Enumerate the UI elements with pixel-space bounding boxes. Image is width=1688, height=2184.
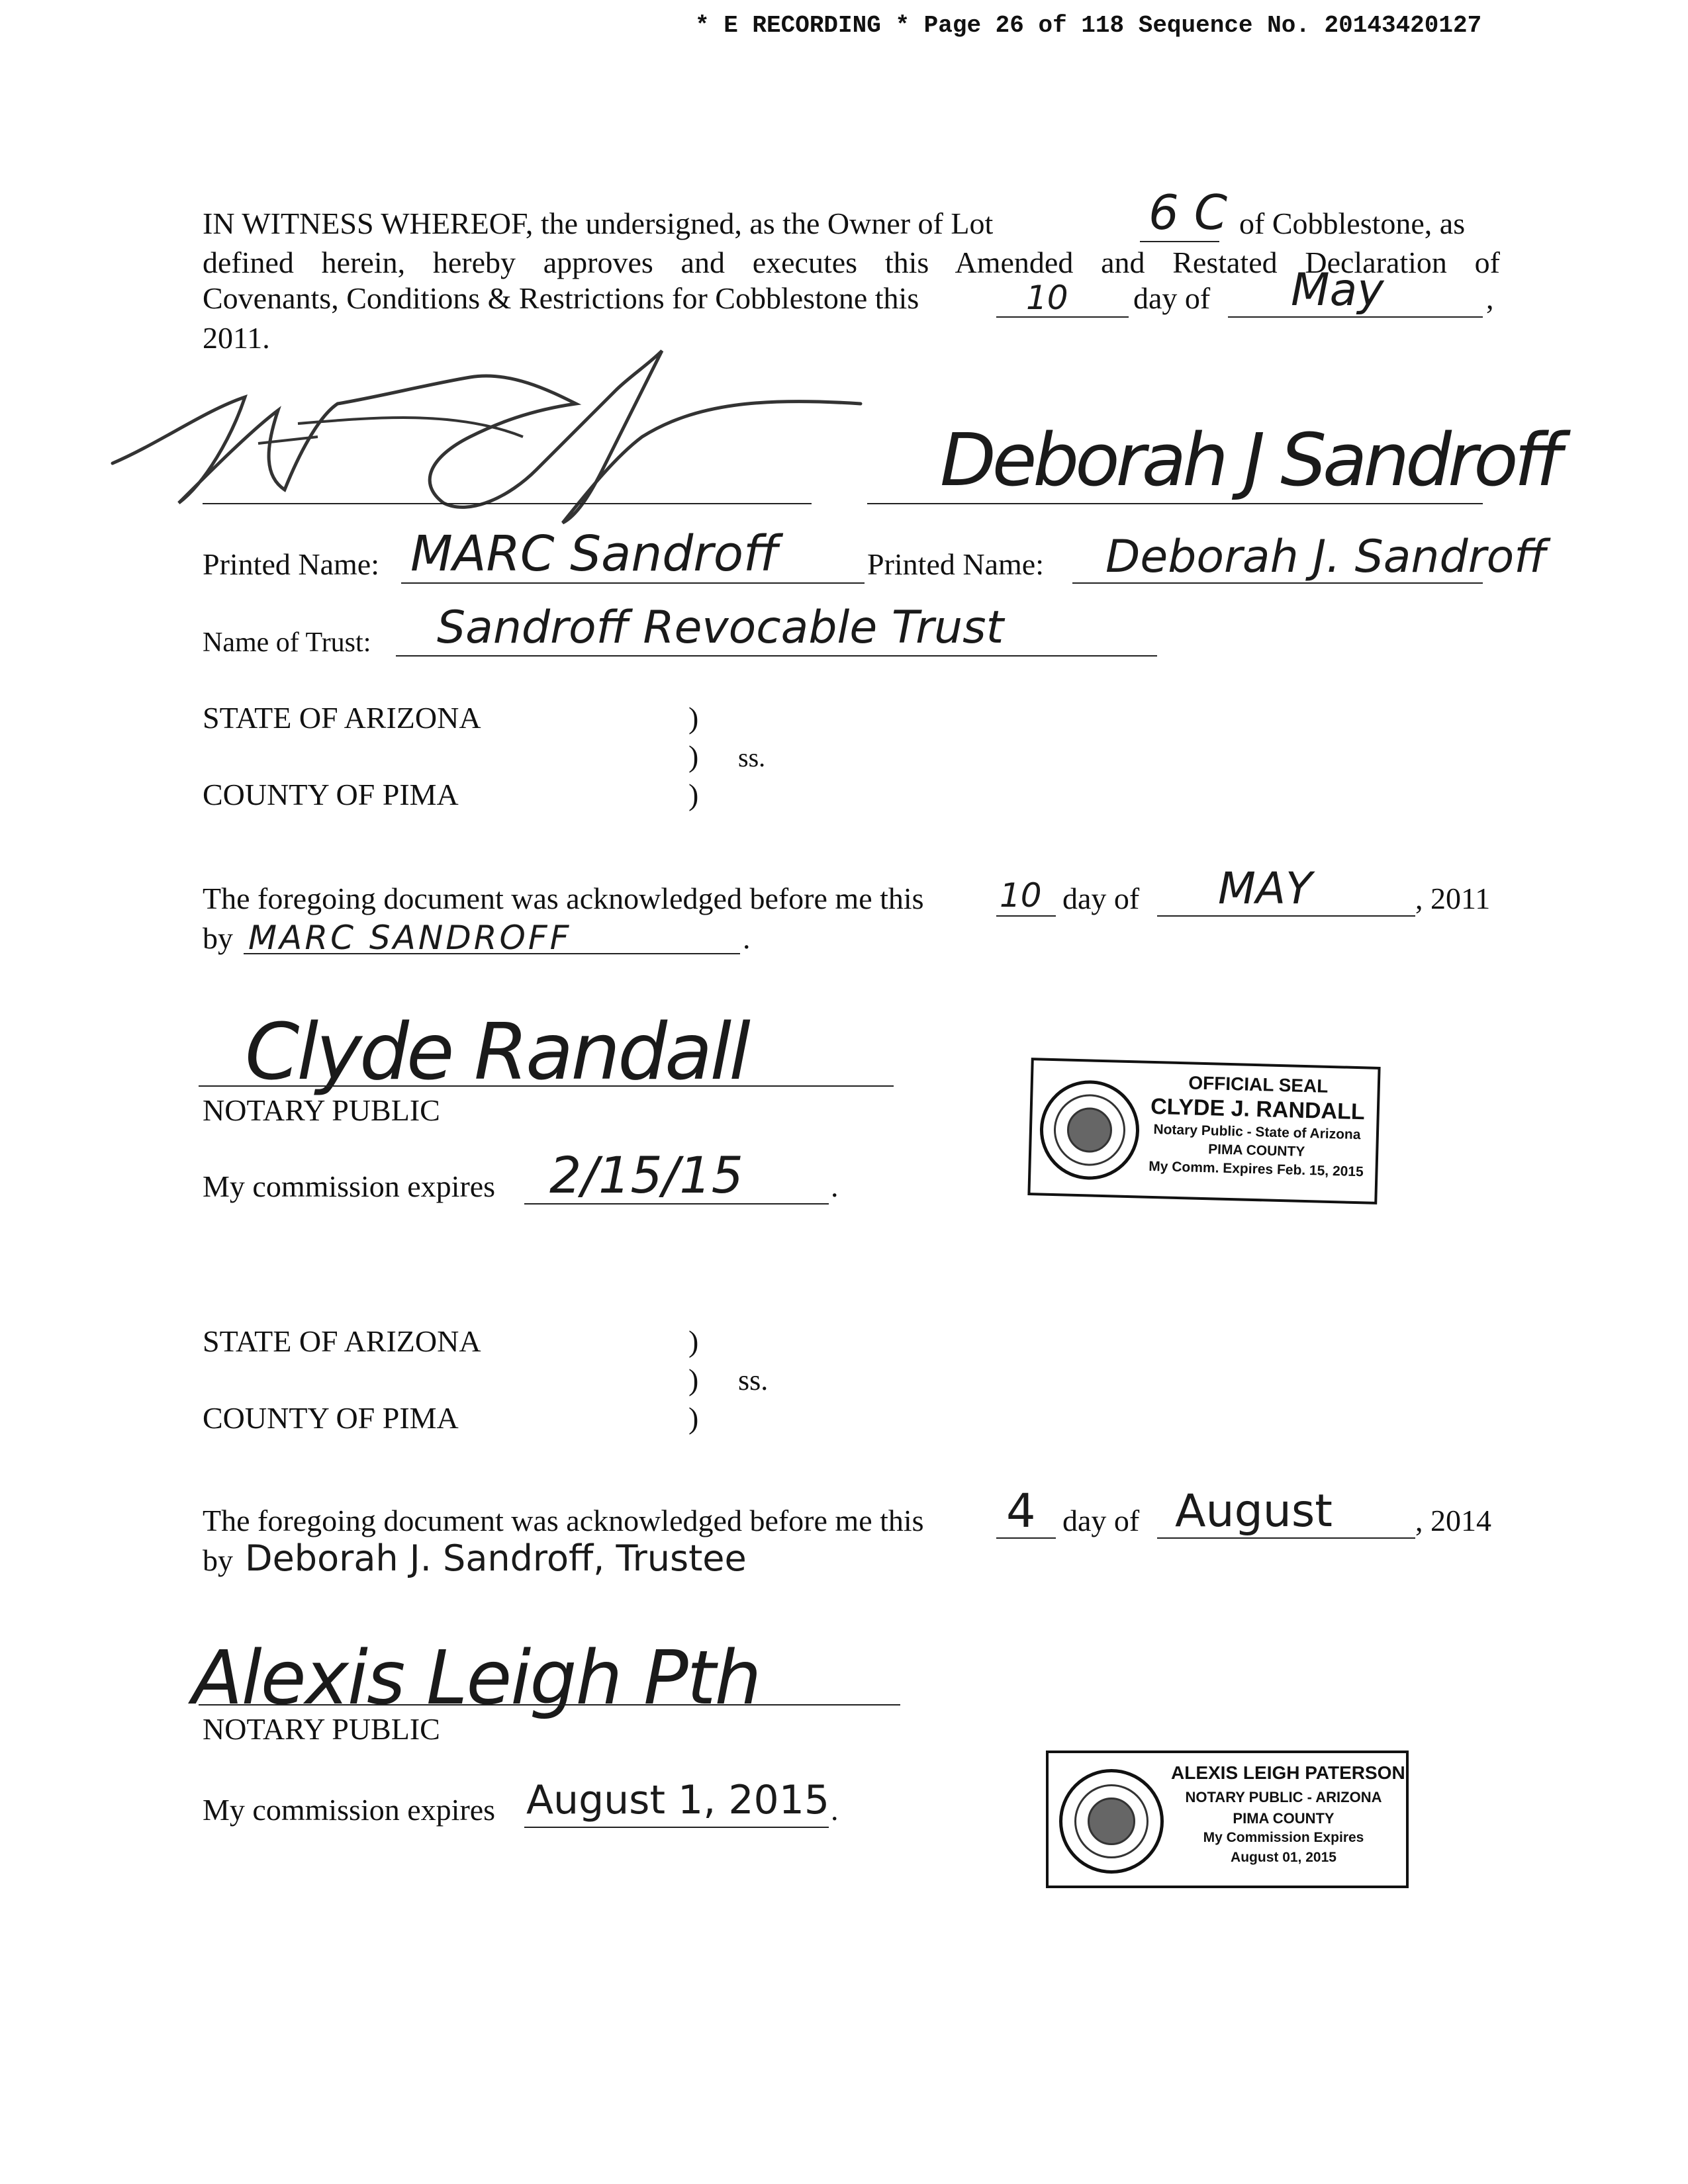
witness-line-2: defined herein, hereby approves and executes this Amended and Restated Declaration of <box>203 246 1500 279</box>
notary-seal-2 <box>1046 1751 1409 1888</box>
ack1-day-underline <box>996 915 1056 917</box>
ack2-paren-2: ) <box>688 1363 699 1396</box>
seal2-line5: August 01, 2015 <box>1231 1850 1336 1865</box>
trust-underline <box>396 655 1157 657</box>
seal2-line1: ALEXIS LEIGH PATERSON <box>1171 1762 1405 1783</box>
ack1-by: by <box>203 921 233 955</box>
ack1-year: , 2011 <box>1415 882 1491 915</box>
seal-emblem-2 <box>1059 1769 1164 1874</box>
signature-line-2 <box>867 503 1483 504</box>
seal2-line3: PIMA COUNTY <box>1233 1810 1335 1827</box>
ack1-notary-signature: Clyde Randall <box>245 1006 748 1097</box>
printed-name-2: Deborah J. Sandroff <box>1105 531 1547 583</box>
seal1-line1: OFFICIAL SEAL <box>1188 1072 1329 1097</box>
ack2-by: by <box>203 1543 233 1577</box>
ack2-ss: ss. <box>738 1364 769 1396</box>
ack1-period: . <box>743 921 751 955</box>
ack1-day: 10 <box>1000 876 1042 915</box>
witness-line-1-text: IN WITNESS WHEREOF, the undersigned, as the Owner of Lot <box>203 206 994 240</box>
ack2-notary-label: NOTARY PUBLIC <box>203 1712 440 1746</box>
trust-name: Sandroff Revocable Trust <box>437 602 1004 654</box>
owner-signature-1 <box>99 338 894 536</box>
ack1-paren-3: ) <box>688 778 699 811</box>
ack2-day: 4 <box>1006 1484 1036 1538</box>
ack1-notary-label: NOTARY PUBLIC <box>203 1093 440 1127</box>
seal1-line4: PIMA COUNTY <box>1207 1142 1305 1160</box>
ack1-state: STATE OF ARIZONA <box>203 701 481 735</box>
printed-name-underline-1 <box>401 582 865 584</box>
notary-seal-1 <box>1027 1058 1380 1205</box>
trust-label: Name of Trust: <box>203 627 371 658</box>
ack1-commission-label: My commission expires <box>203 1169 496 1203</box>
recording-header: * E RECORDING * Page 26 of 118 Sequence No. 20143420127 <box>695 12 1482 39</box>
ack2-day-of: day of <box>1062 1504 1140 1537</box>
witness-day: 10 <box>1026 279 1068 317</box>
ack1-text: The foregoing document was acknowledged before me this <box>203 882 924 915</box>
witness-line-3-text: Covenants, Conditions & Restrictions for Cobblestone this <box>203 281 919 315</box>
seal1-line5: My Comm. Expires Feb. 15, 2015 <box>1149 1158 1364 1180</box>
ack2-text: The foregoing document was acknowledged before me this <box>203 1504 924 1537</box>
witness-month: May <box>1291 264 1384 316</box>
ack1-paren-2: ) <box>688 739 699 773</box>
ack2-month-underline <box>1157 1537 1415 1539</box>
lot-underline <box>1140 241 1219 242</box>
witness-line-1-end: of Cobblestone, as <box>1239 206 1466 240</box>
month-underline <box>1228 316 1483 318</box>
seal1-line2: CLYDE J. RANDALL <box>1150 1093 1366 1125</box>
ack1-commission-period: . <box>831 1169 839 1203</box>
witness-day-of: day of <box>1133 281 1211 315</box>
ack1-month: MAY <box>1218 863 1313 914</box>
ack1-paren-1: ) <box>688 701 699 735</box>
ack2-paren-1: ) <box>688 1324 699 1358</box>
ack2-year: , 2014 <box>1415 1504 1491 1537</box>
ack2-name: Deborah J. Sandroff, Trustee <box>245 1537 747 1579</box>
owner-signature-1-text <box>0 0 3 1</box>
seal2-line4: My Commission Expires <box>1203 1830 1364 1845</box>
ack2-notary-signature: Alexis Leigh Pth <box>192 1635 761 1721</box>
ack1-ss: ss. <box>738 743 766 772</box>
ack1-county: COUNTY OF PIMA <box>203 778 459 811</box>
witness-year: 2011. <box>203 321 270 355</box>
witness-comma: , <box>1486 281 1494 315</box>
seal1-line3: Notary Public - State of Arizona <box>1153 1122 1361 1143</box>
signature-line-1 <box>203 503 812 504</box>
ack2-paren-3: ) <box>688 1401 699 1435</box>
ack1-commission-date: 2/15/15 <box>549 1146 743 1205</box>
seal2-line2: NOTARY PUBLIC - ARIZONA <box>1185 1789 1382 1805</box>
ack1-name: MARC SANDROFF <box>248 919 572 957</box>
ack2-commission-underline <box>524 1827 829 1828</box>
ack1-month-underline <box>1157 915 1415 917</box>
seal-emblem-1 <box>1039 1079 1141 1181</box>
ack2-commission-label: My commission expires <box>203 1793 496 1827</box>
lot-number: 6 C <box>1149 185 1227 240</box>
ack2-state: STATE OF ARIZONA <box>203 1324 481 1358</box>
ack1-notary-line <box>199 1085 894 1087</box>
printed-name-label-1: Printed Name: <box>203 547 379 581</box>
ack2-commission-date: August 1, 2015 <box>526 1777 830 1823</box>
ack1-day-of: day of <box>1062 882 1140 915</box>
ack2-county: COUNTY OF PIMA <box>203 1401 459 1435</box>
ack2-commission-period: . <box>831 1793 839 1827</box>
printed-name-1: MARC Sandroff <box>410 525 779 582</box>
owner-signature-2: Deborah J Sandroff <box>940 418 1558 502</box>
ack2-month: August <box>1175 1485 1333 1537</box>
printed-name-label-2: Printed Name: <box>867 547 1044 581</box>
ack2-notary-line <box>199 1704 900 1706</box>
